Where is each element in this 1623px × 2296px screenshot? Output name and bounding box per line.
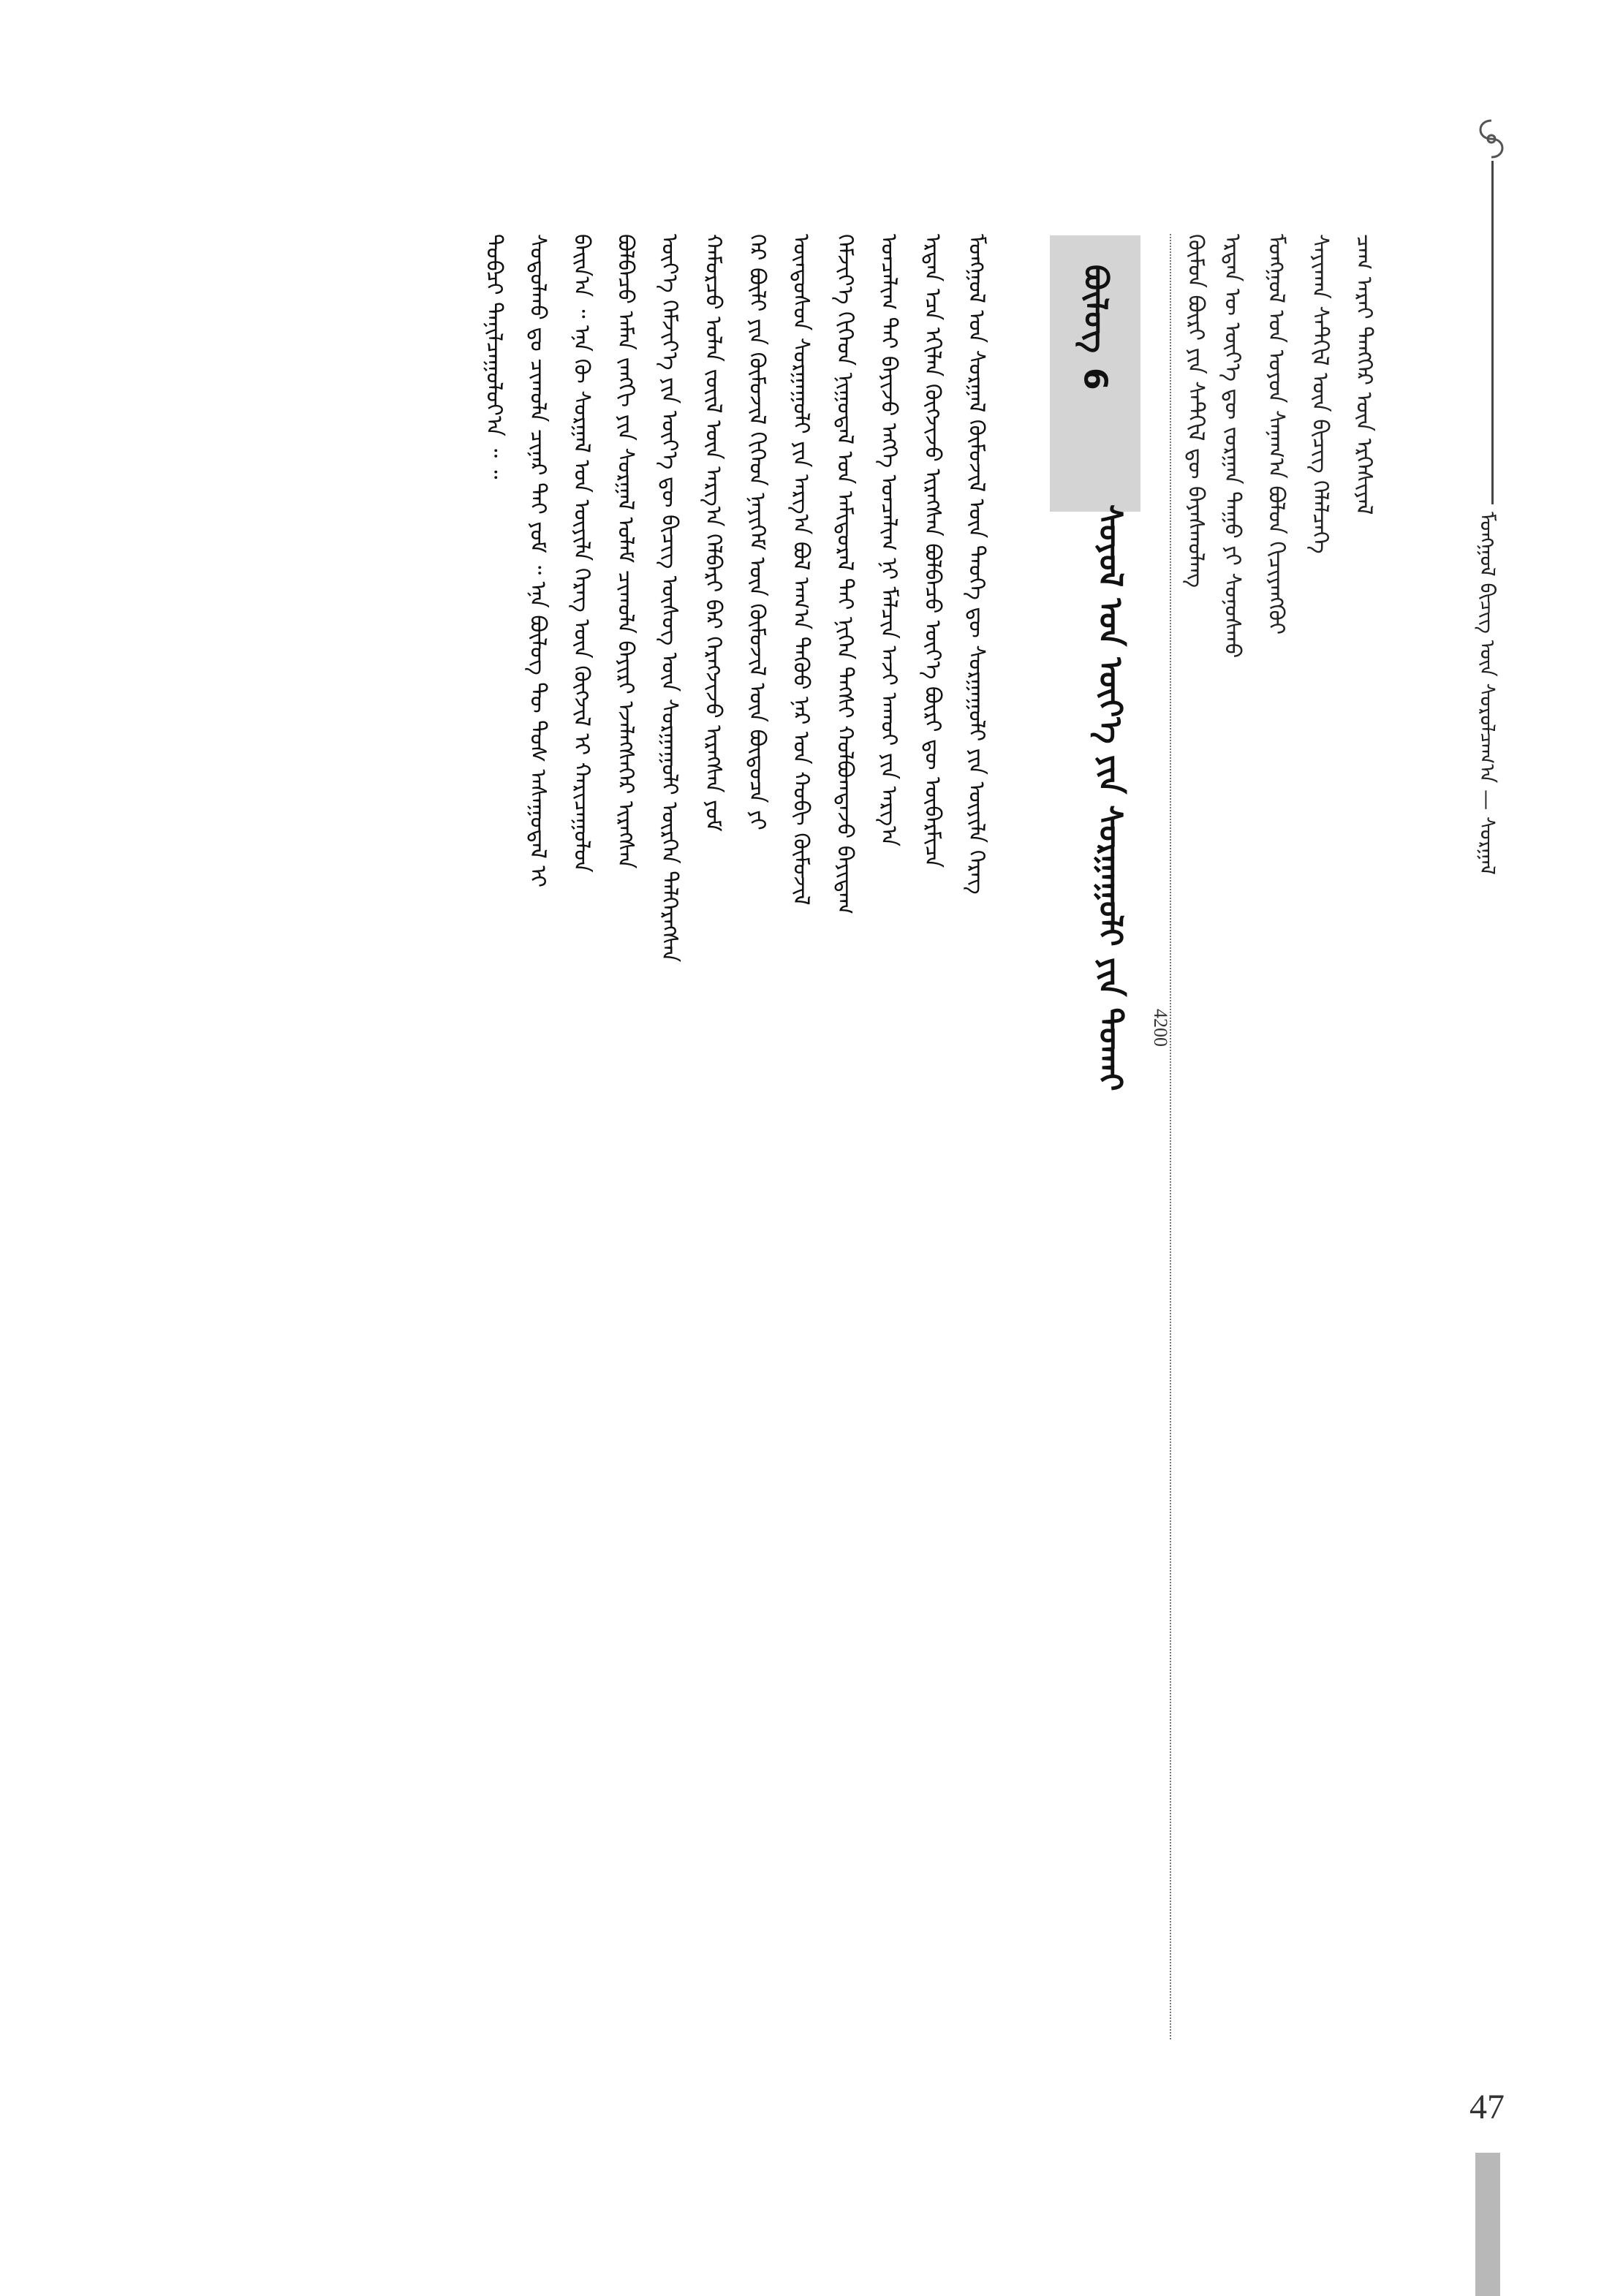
body-column: ᠦᠶ᠎ᠡ ᠬᠡᠮᠵᠢᠶ᠎ᠡ ᠶᠢᠨ ᠦᠶ᠎ᠡ ᠳᠦ ᠪᠢᠴᠢᠭ ᠦᠰᠦᠭ ᠦᠨ ᠰᠤᠷᠭᠠᠭᠤᠯᠢ ᠥᠷᠭᠡᠨ ᠳᠡᠯᠭᠡᠷᠡᠭᠰᠡᠨ [657, 234, 682, 963]
poem-line: ᠴᠠᠭ ᠠᠷᠠᠢ ᠲᠡᠩᠭᠡᠷ ᠦᠨ ᠡᠷᠬᠡᠰᠢᠶᠡᠯ [1351, 234, 1377, 515]
header-rule [1491, 161, 1494, 504]
body-column: ᠬᠠᠮᠤᠷᠴᠤ ᠣᠯᠠᠨ ᠵᠦᠢᠯ ᠦᠨ ᠠᠷᠭ᠎ᠠ ᠬᠡᠯᠪᠡᠷᠢ ᠪᠠᠷ ᠬᠡᠷᠡᠭᠵᠢᠵᠦ ᠢᠷᠡᠭᠰᠡᠨ ᠶᠤᠮ [700, 234, 726, 832]
running-header: ᠮᠣᠩᠭᠣᠯ ᠪᠢᠴᠢᠭ ᠦᠨ ᠰᠤᠷᠤᠯᠴᠠᠭ᠎ᠠ — ᠰᠤᠷᠭᠠᠯ [1475, 512, 1499, 875]
flourish-ornament-icon [1469, 117, 1513, 161]
poem-line: ᠡᠷᠲᠡᠨ ᠦ ᠦᠶ᠎ᠡ ᠳᠦ ᠵᠤᠷᠭᠠᠨ ᠳᠠᠭᠤ ᠶᠢ ᠰᠣᠨᠣᠰᠬᠤ [1219, 234, 1245, 659]
page-number: 47 [1469, 2088, 1505, 2126]
body-column: ᠰᠤᠳᠤᠯᠬᠤ ᠳᠤ ᠴᠢᠬᠤᠯᠠ ᠴᠢᠨᠠᠷ ᠲᠠᠢ ᠶᠤᠮ ᠃ ᠡᠨᠡ ᠪᠦᠯᠦᠭ ᠲᠦ ᠲᠤᠰ ᠠᠰᠠᠭᠤᠳᠠᠯ ᠢ [525, 234, 551, 888]
body-column: ᠭᠡᠷ ᠪᠦᠯᠢ ᠶᠢᠨ ᠬᠦᠮᠦᠵᠢᠯ ᠬᠢᠭᠡᠳ ᠨᠡᠶᠢᠭᠡᠮ ᠦᠨ ᠬᠦᠮᠦᠵᠢᠯ ᠦᠨ ᠪᠦᠲᠦᠴᠡ ᠶᠢ [744, 234, 770, 830]
body-column: ᠡᠷᠲᠡᠨ ᠡᠴᠡ ᠡᠬᠢᠯᠡᠨ ᠬᠦᠭᠵᠢᠵᠦ ᠢᠷᠡᠭᠰᠡᠨ ᠪᠣᠯᠪᠠᠴᠤ ᠦᠶ᠎ᠡ ᠪᠦᠷᠢ ᠳᠦ ᠥᠪᠡᠷᠮᠢᠴᠡ [920, 234, 945, 868]
poem-line: ᠬᠦᠮᠦᠨ ᠪᠦᠷᠢ ᠶᠢᠨ ᠰᠡᠲᠬᠢᠯ ᠳᠦ ᠪᠠᠶᠠᠰᠬᠤᠯᠠᠩ [1183, 234, 1208, 588]
body-column: ᠦᠨᠳᠦᠰᠦᠨ ᠰᠤᠷᠭᠠᠭᠤᠯᠢ ᠶᠢᠨ ᠠᠷᠭ᠎ᠠ ᠪᠣᠯ ᠠᠬ᠎ᠠ ᠳᠡᠭᠦᠦ ᠨᠠᠷ ᠤᠨ ᠬᠤᠪᠢ ᠬᠦᠮᠦᠵᠢᠯ [788, 234, 814, 906]
poem-line: ᠰᠠᠶᠢᠬᠠᠨ ᠰᠡᠲᠬᠢᠯ ᠦᠨ ᠪᠢᠴᠢᠭ᠌ ᠬᠡᠯᠡᠯᠴᠡᠭᠡ [1307, 234, 1333, 554]
section-label: ᠪᠦᠯᠦᠭ [1076, 265, 1114, 353]
body-column: ᠪᠠᠢᠨ᠎ᠠ ᠃ ᠡᠨᠡ ᠬᠦ ᠰᠤᠷᠭᠠᠯ ᠤᠨ ᠦᠶᠢᠯᠡ ᠬᠡᠷᠡᠭ ᠦᠨ ᠬᠥᠭᠵᠢᠯ ᠢ ᠬᠠᠷᠢᠴᠠᠭᠤᠯᠤᠨ [569, 234, 594, 873]
body-column: ᠣᠨᠴᠠᠯᠢᠭ ᠲᠠᠢ ᠪᠠᠶᠢᠵᠤ ᠡᠩᠬᠡ ᠣᠨᠴᠠᠯᠢᠭ ᠨᠢ ᠮᠠᠯᠴᠢᠨ ᠠᠵᠢ ᠠᠬᠤᠢ ᠶᠢᠨ ᠠᠷᠭ᠎ᠠ [876, 234, 901, 846]
folio-mark: 4200 [1150, 1009, 1171, 1047]
body-column: ᠲᠣᠪᠴᠢ ᠲᠠᠨᠢᠯᠴᠠᠭᠤᠯᠤᠶ᠎ᠠ ᠃ ᠃ [481, 234, 507, 480]
body-column: ᠮᠣᠩᠭᠣᠯ ᠤᠨ ᠰᠤᠷᠭᠠᠯ ᠬᠦᠮᠦᠵᠢᠯ ᠦᠨ ᠲᠡᠦᠬᠡ ᠳᠦ ᠰᠤᠷᠭᠠᠭᠤᠯᠢ ᠶᠢᠨ ᠦᠶᠢᠯᠡ ᠬᠡᠷᠡᠭ [964, 234, 989, 895]
side-tab [1475, 2153, 1500, 2296]
body-column: ᠪᠣᠯᠪᠠᠴᠤ ᠠᠮᠠᠨ ᠵᠠᠩᠬᠢ ᠶᠢᠨ ᠰᠤᠷᠭᠠᠯ ᠤᠯᠠᠮ ᠴᠢᠬᠤᠯᠠ ᠪᠠᠶᠢᠷᠢ ᠡᠵᠡᠯᠡᠭᠰᠡᠭᠡᠷ ᠢᠷᠡᠭᠰᠡᠨ [613, 234, 638, 869]
section-heading: ᠰᠣᠶᠣᠯ ᠤᠨ ᠦᠶ᠎ᠡ ᠶᠢᠨ ᠰᠤᠷᠭᠠᠭᠤᠯᠢ ᠶᠢᠨ ᠲᠤᠬᠠᠢ [1092, 504, 1129, 1091]
section-label-box [1050, 235, 1140, 512]
body-column: ᠬᠡᠮᠵᠢᠶ᠎ᠡ ᠬᠢᠭᠡᠳ ᠨᠢᠭᠤᠳᠠᠯ ᠤᠨ ᠠᠮᠢᠳᠤᠷᠠᠯ ᠲᠠᠢ ᠨᠢᠬᠡᠨ ᠲᠡᠭᠰᠢ ᠬᠣᠯᠪᠣᠭᠳᠠᠵᠤ ᠪᠠᠶᠢᠳᠠᠭ [832, 234, 858, 915]
dotted-divider [1170, 234, 1171, 2039]
section-number: 6 [1076, 367, 1114, 390]
poem-line: ᠮᠣᠩᠭᠣᠯ ᠤᠨ ᠣᠶᠤᠨ ᠰᠠᠨᠠᠭ᠎ᠠ ᠪᠣᠯᠤᠨ ᠬᠢᠴᠢᠶᠡᠩᠭᠦᠢ [1263, 234, 1289, 635]
